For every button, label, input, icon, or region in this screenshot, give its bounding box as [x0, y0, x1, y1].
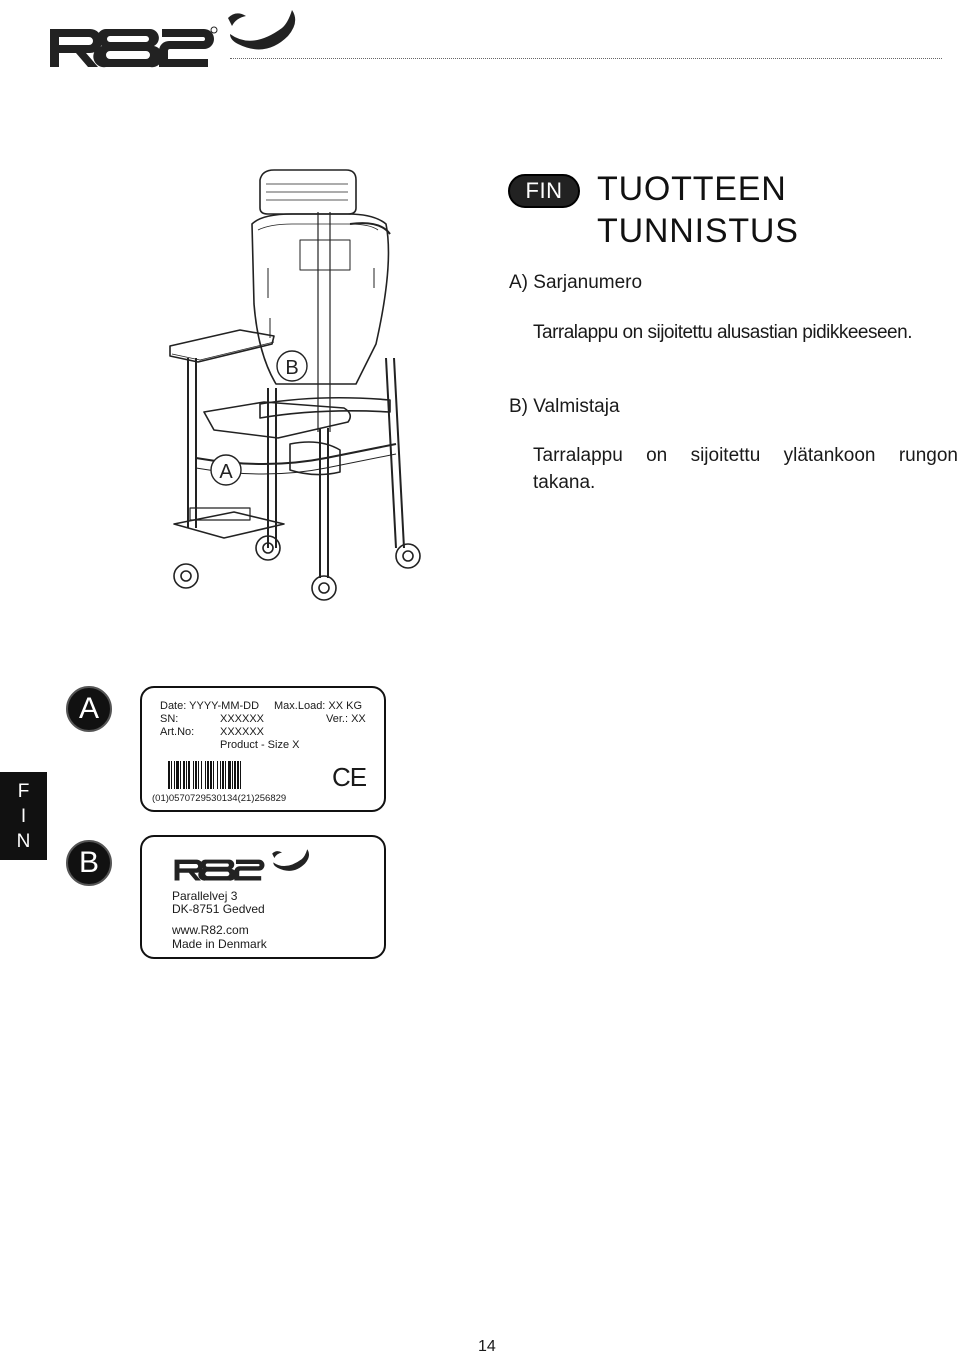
- chair-illustration: [160, 168, 425, 608]
- ce-mark-icon: CE: [332, 762, 367, 792]
- label-r82-logo: [172, 847, 312, 881]
- section-a-text: Tarralappu on sijoitettu alusastian pidikkeeseen.: [533, 322, 912, 343]
- language-badge-label: FIN: [525, 178, 563, 203]
- section-b-heading: B) Valmistaja: [509, 396, 620, 417]
- label-version: Ver.: XX: [326, 713, 366, 725]
- label-a-marker: [66, 686, 112, 732]
- chair-marker-b: B: [285, 357, 299, 379]
- label-sn-value: XXXXXX: [220, 713, 265, 725]
- label-address-1: Parallelvej 3: [172, 889, 238, 903]
- side-language-tab: [0, 772, 47, 860]
- label-made-in: Made in Denmark: [172, 937, 267, 951]
- section-b-text-line-2: takana.: [533, 472, 596, 493]
- title-line-2: TUNNISTUS: [597, 212, 799, 250]
- barcode: [168, 761, 272, 789]
- side-tab-letter: I: [20, 805, 27, 827]
- section-a-heading: A) Sarjanumero: [509, 272, 643, 293]
- label-date: Date: YYYY-MM-DD: [160, 700, 260, 712]
- barcode-number: (01)0570729530134(21)256829: [152, 793, 287, 804]
- page-number: 14: [478, 1338, 496, 1355]
- language-badge: [508, 174, 580, 208]
- label-b-marker-letter: B: [78, 846, 99, 879]
- section-b-text-line-1: Tarralappu on sijoitettu ylätankoon rungon: [533, 445, 958, 466]
- side-tab-letter: N: [16, 830, 31, 852]
- side-tab-letter: F: [17, 780, 30, 802]
- label-b-marker: [66, 840, 112, 886]
- page-title: [597, 168, 799, 252]
- label-artno-key: Art.No:: [160, 726, 195, 738]
- header-dotted-rule: [230, 58, 942, 59]
- label-artno-value: XXXXXX: [220, 726, 265, 738]
- label-product: Product - Size X: [220, 739, 300, 751]
- label-a-marker-letter: A: [78, 692, 99, 725]
- serial-number-label: [140, 686, 386, 812]
- label-sn-key: SN:: [160, 713, 179, 725]
- label-website: www.R82.com: [172, 923, 249, 937]
- label-max-load: Max.Load: XX KG: [274, 700, 363, 712]
- title-line-1: TUOTTEEN: [597, 170, 787, 208]
- chair-marker-a: A: [219, 461, 233, 483]
- label-address-2: DK-8751 Gedved: [172, 902, 265, 916]
- manufacturer-label: [140, 835, 386, 959]
